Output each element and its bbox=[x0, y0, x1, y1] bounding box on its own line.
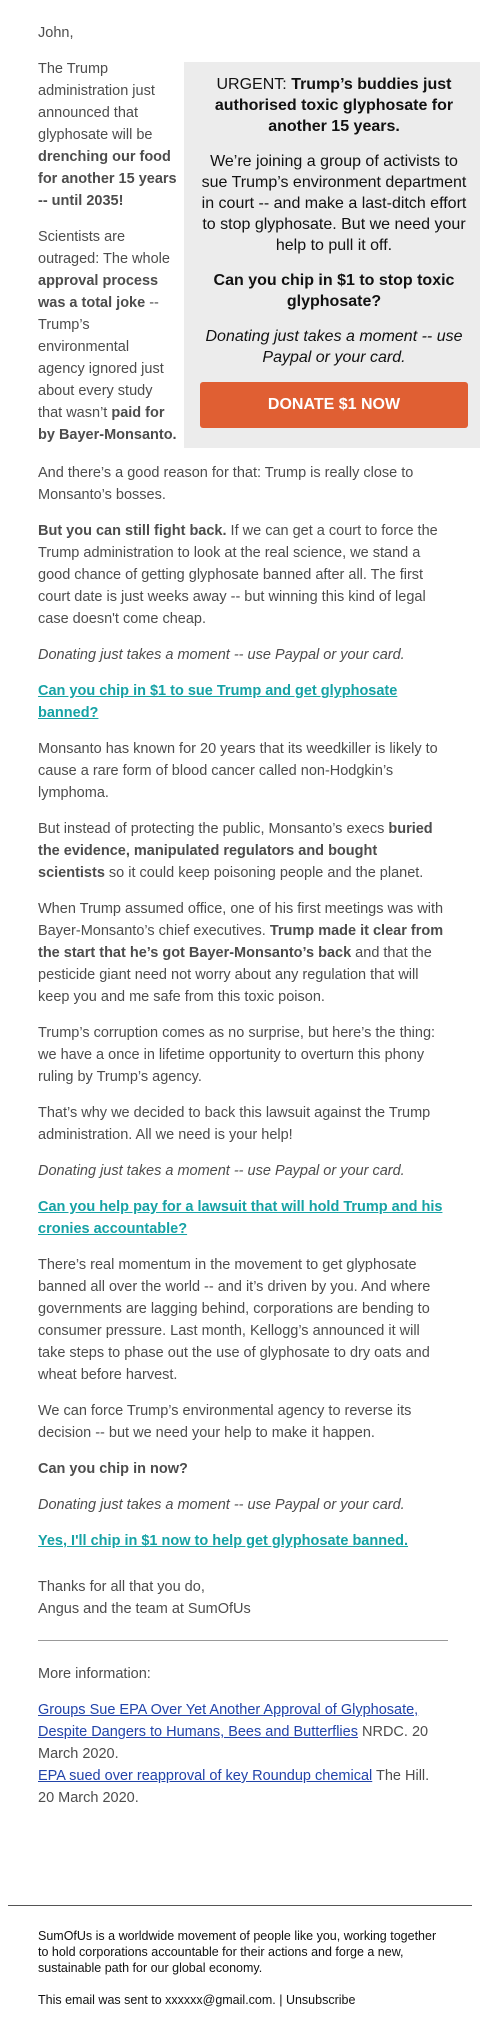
email-body bbox=[38, 22, 467, 1823]
paragraph-corruption: Trump’s corruption comes as no surprise, but here’s the thing: we have a once in lifetime opportunity to overturn this phony ruling by Trump’s agency. bbox=[38, 1025, 436, 1085]
cta-paragraph-2 bbox=[38, 1196, 448, 1240]
paragraph-force-agency: We can force Trump’s environmental agency to reverse its decision -- but we need your help to make it happen. bbox=[38, 1403, 412, 1441]
meeting-bold: Trump made it clear from the start that he’s got Bayer-Monsanto’s back bbox=[38, 923, 444, 961]
paragraph-monsanto-known: Monsanto has known for 20 years that its weedkiller is likely to cause a rare form of blood cancer called non-Hodgkin’s lymphoma. bbox=[38, 741, 438, 801]
paragraph-momentum: There’s real momentum in the movement to get glyphosate banned all over the world -- and it’s driven by you. And where governments are lagging behind, corporations are bending to consumer pressure. Last month, Kellogg’s announced it will take steps to phase out the use of glyphosate to dry oats and wheat before harvest. bbox=[38, 1257, 431, 1383]
donate-note-1: Donating just takes a moment -- use Paypal or your card. bbox=[38, 647, 405, 663]
signoff-line-2: Angus and the team at SumOfUs bbox=[38, 1601, 251, 1617]
fight-back-bold: But you can still fight back. bbox=[38, 523, 227, 539]
callout-headline bbox=[200, 74, 468, 137]
signoff bbox=[38, 1576, 448, 1620]
scientists-bold: approval process was a total joke bbox=[38, 273, 159, 311]
paragraph-fight-back bbox=[38, 520, 448, 630]
source-item-the-hill bbox=[38, 1765, 448, 1809]
donate-note-2: Donating just takes a moment -- use Paypal or your card. bbox=[38, 1163, 405, 1179]
paragraph-bosses: And there’s a good reason for that: Trump is really close to Monsanto’s bosses. bbox=[38, 465, 414, 503]
meeting-text: When Trump assumed office, one of his first meetings was with Bayer-Monsanto’s chief executives. bbox=[38, 901, 444, 939]
scientists-bold-2: paid for by Bayer-Monsanto. bbox=[38, 405, 177, 443]
callout-body: We’re joining a group of activists to sue Trump’s environment department in court -- and make a last-ditch effort to stop glyphosate. But we need your help to pull it off. bbox=[201, 153, 467, 254]
donate-callout-box bbox=[184, 62, 480, 448]
footer-about: SumOfUs is a worldwide movement of people like you, working together to hold corporations accountable for their actions and forge a new, sustainable path for our global economy. bbox=[38, 1929, 437, 1975]
buried-text-2: so it could keep poisoning people and the planet. bbox=[104, 865, 424, 881]
scientists-text: Scientists are outraged: The whole bbox=[38, 229, 170, 267]
divider bbox=[38, 1640, 448, 1641]
chip-in-now-bold: Can you chip in now? bbox=[38, 1461, 188, 1477]
callout-note: Donating just takes a moment -- use Paypal or your card. bbox=[205, 328, 463, 366]
paragraph-buried-evidence bbox=[38, 818, 448, 884]
donate-button[interactable]: DONATE $1 NOW bbox=[200, 382, 468, 428]
urgent-prefix: URGENT: bbox=[216, 76, 287, 93]
paragraph-lawsuit: That’s why we decided to back this lawsuit against the Trump administration. All we need is your help! bbox=[38, 1105, 431, 1143]
unsubscribe-link[interactable]: Unsubscribe bbox=[285, 1993, 356, 2007]
paragraph-trump-meeting bbox=[38, 898, 448, 1008]
source-item-nrdc bbox=[38, 1699, 448, 1765]
footer-sent-to-text: This email was sent to xxxxxx@gmail.com. | bbox=[38, 1993, 286, 2007]
source-citation-the-hill: The Hill. 20 March 2020. bbox=[38, 1768, 430, 1806]
announcement-bold: drenching our food for another 15 years -- until 2035! bbox=[38, 149, 177, 209]
cta-paragraph-1 bbox=[38, 680, 448, 724]
scientists-text-2: -- Trump’s environmental agency ignored just about every study that wasn’t bbox=[38, 295, 164, 421]
announcement-text: The Trump administration just announced that glyphosate will be bbox=[38, 61, 155, 143]
source-link-the-hill[interactable]: EPA sued over reapproval of key Roundup chemical bbox=[38, 1768, 373, 1784]
more-info-heading: More information: bbox=[38, 1666, 151, 1682]
urgent-headline: Trump’s buddies just authorised toxic glyphosate for another 15 years. bbox=[214, 76, 454, 135]
cta-paragraph-3 bbox=[38, 1530, 448, 1552]
meeting-text-2: and that the pesticide giant need not worry about any regulation that will keep you and me safe from this toxic poison. bbox=[38, 945, 432, 1005]
paragraph-chip-in-now bbox=[38, 1458, 448, 1480]
footer-sent-to bbox=[38, 1992, 442, 2008]
cta-link-sue-trump[interactable]: Can you chip in $1 to sue Trump and get glyphosate banned? bbox=[38, 683, 398, 721]
callout-ask-text: Can you chip in $1 to stop toxic glyphosate? bbox=[213, 272, 455, 310]
signoff-line-1: Thanks for all that you do, bbox=[38, 1579, 205, 1595]
salutation: John, bbox=[38, 25, 74, 41]
buried-text: But instead of protecting the public, Monsanto’s execs bbox=[38, 821, 389, 837]
cta-link-yes-chip-in[interactable]: Yes, I'll chip in $1 now to help get glyphosate banned. bbox=[38, 1533, 409, 1549]
source-citation-nrdc: NRDC. 20 March 2020. bbox=[38, 1724, 429, 1762]
callout-ask bbox=[200, 270, 468, 312]
donate-note-3: Donating just takes a moment -- use Paypal or your card. bbox=[38, 1497, 405, 1513]
source-link-nrdc[interactable]: Groups Sue EPA Over Yet Another Approval of Glyphosate, Despite Dangers to Humans, Bees and Butterflies bbox=[38, 1702, 419, 1740]
email-footer bbox=[8, 1905, 472, 2024]
cta-link-pay-lawsuit[interactable]: Can you help pay for a lawsuit that will hold Trump and his cronies accountable? bbox=[38, 1199, 443, 1237]
buried-bold: buried the evidence, manipulated regulators and bought scientists bbox=[38, 821, 433, 881]
fight-back-text: If we can get a court to force the Trump administration to look at the real science, we stand a good chance of getting glyphosate banned after all. The first court date is just weeks away -- but winning this kind of legal case doesn't come cheap. bbox=[38, 523, 438, 627]
